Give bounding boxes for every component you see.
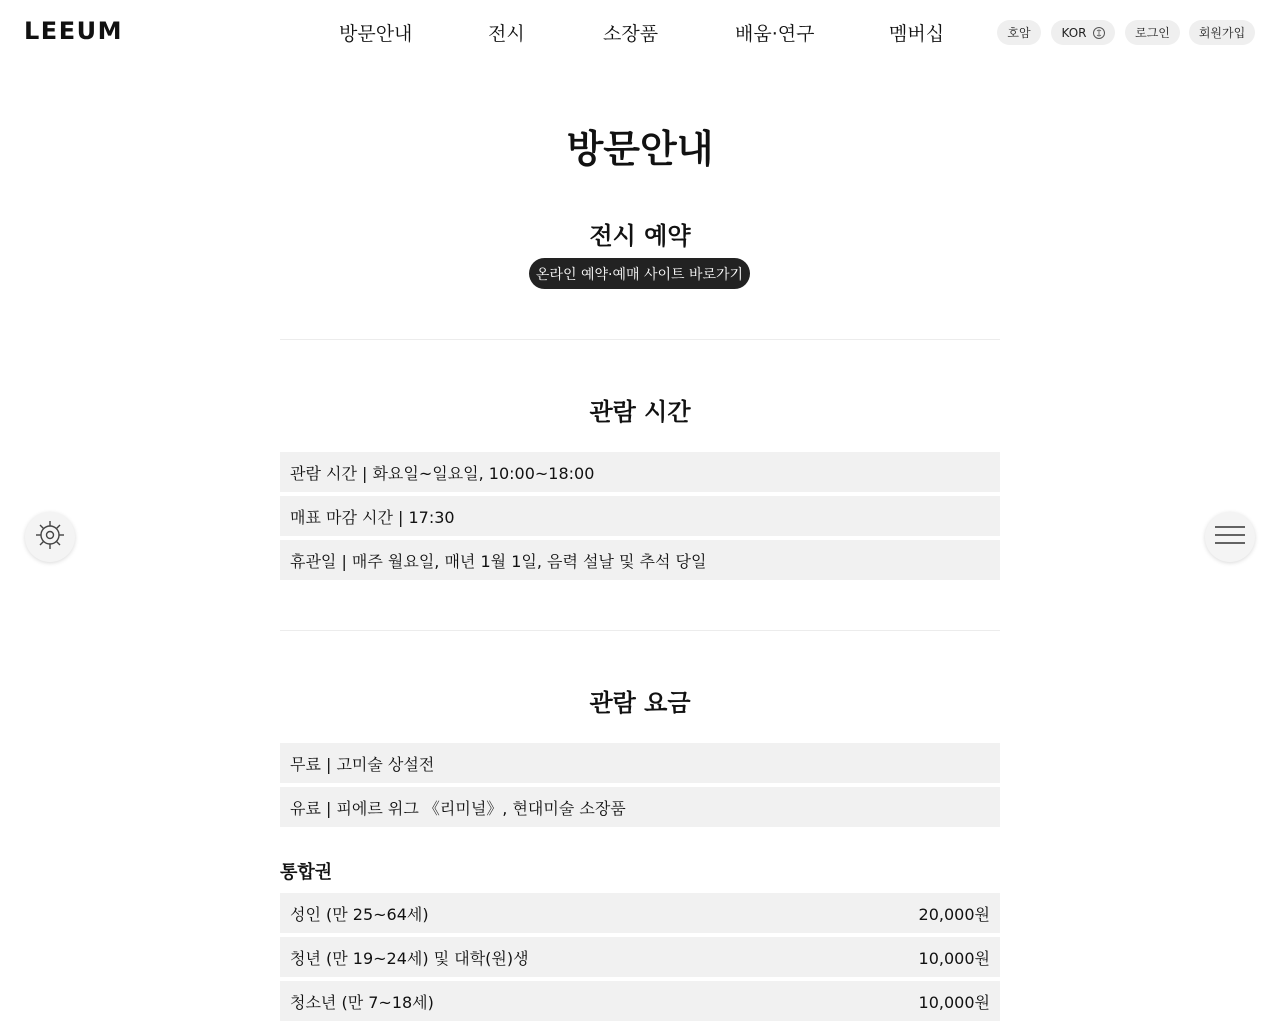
online-reservation-button[interactable]: 온라인 예약·예매 사이트 바로가기 — [529, 258, 750, 289]
price-label: 청년 (만 19~24세) 및 대학(원)생 — [290, 948, 529, 968]
price-label: 청소년 (만 7~18세) — [290, 992, 434, 1012]
combined-ticket-title: 통합권 — [280, 862, 333, 883]
price-row-youth — [280, 937, 1000, 977]
hamburger-menu-icon — [1214, 524, 1246, 550]
language-globe-icon — [1093, 27, 1105, 39]
price-value: 20,000원 — [918, 904, 990, 924]
price-label: 성인 (만 25~64세) — [290, 904, 429, 924]
hours-row-text: 관람 시간 | 화요일~일요일, 10:00~18:00 — [290, 463, 595, 483]
site-logo[interactable]: LEEUM — [24, 17, 123, 45]
hours-row-ticket-close — [280, 496, 1000, 536]
nav-collection[interactable]: 소장품 — [603, 23, 659, 45]
page-title: 방문안내 — [566, 127, 714, 171]
signup-button[interactable]: 회원가입 — [1189, 20, 1255, 45]
fees-title: 관람 요금 — [589, 689, 691, 717]
hoam-link[interactable]: 호암 — [997, 20, 1041, 45]
price-value: 10,000원 — [918, 948, 990, 968]
reservation-title: 전시 예약 — [589, 222, 691, 250]
site-header — [0, 0, 1280, 64]
login-button[interactable]: 로그인 — [1125, 20, 1180, 45]
hours-row-text: 매표 마감 시간 | 17:30 — [290, 507, 455, 527]
price-value: 10,000원 — [918, 992, 990, 1012]
settings-floating-button[interactable] — [25, 512, 75, 562]
hours-row-open — [280, 452, 1000, 492]
settings-sun-icon — [32, 517, 68, 557]
section-divider — [280, 630, 1000, 631]
fee-row-text: 유료 | 피에르 위그 《리미널》, 현대미술 소장품 — [290, 798, 626, 818]
hours-row-closed-days — [280, 540, 1000, 580]
language-label: KOR — [1061, 25, 1087, 40]
nav-membership[interactable]: 멤버십 — [889, 23, 945, 45]
menu-floating-button[interactable] — [1205, 512, 1255, 562]
nav-visit[interactable]: 방문안내 — [339, 23, 413, 45]
nav-learning-research[interactable]: 배움·연구 — [735, 23, 815, 45]
hours-row-text: 휴관일 | 매주 월요일, 매년 1월 1일, 음력 설날 및 추석 당일 — [290, 551, 707, 571]
language-selector[interactable] — [1051, 20, 1115, 45]
price-row-adult — [280, 893, 1000, 933]
price-row-teen — [280, 981, 1000, 1021]
section-divider — [280, 339, 1000, 340]
fee-row-free — [280, 743, 1000, 783]
hours-title: 관람 시간 — [589, 398, 691, 426]
fee-row-paid — [280, 787, 1000, 827]
fee-row-text: 무료 | 고미술 상설전 — [290, 754, 435, 774]
nav-exhibition[interactable]: 전시 — [488, 23, 525, 45]
